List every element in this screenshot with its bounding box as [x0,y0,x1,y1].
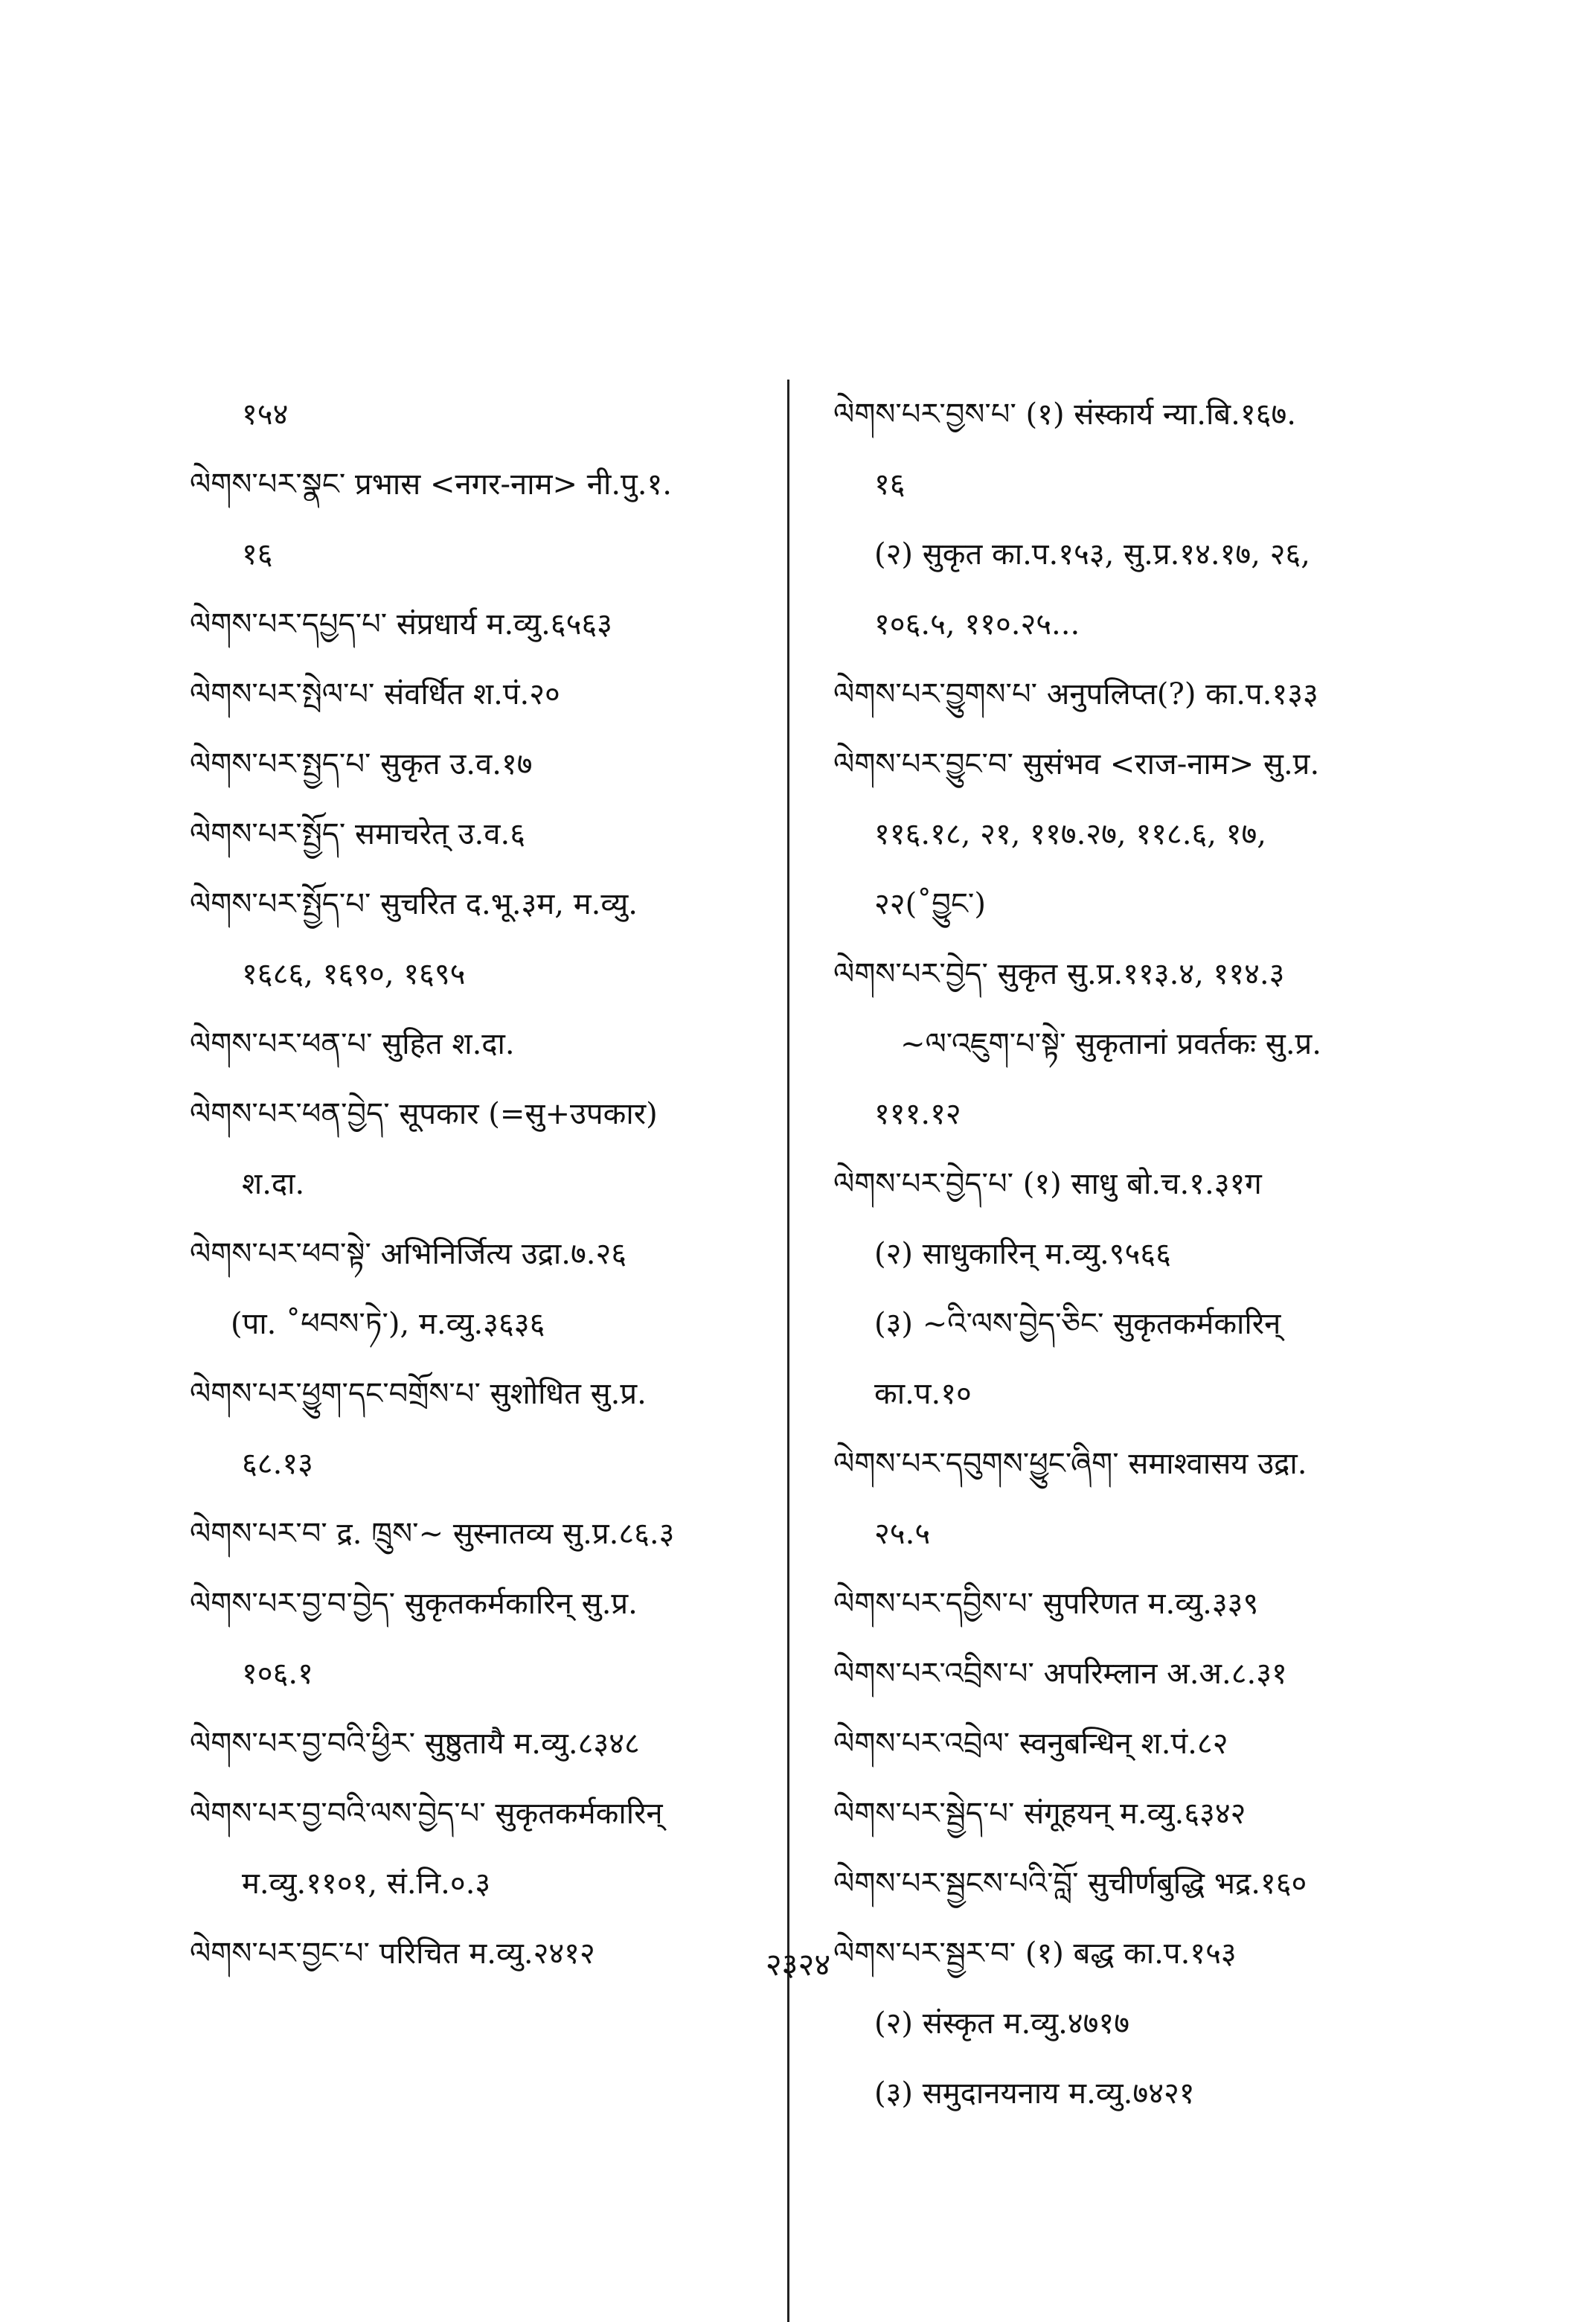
dictionary-line: ལེགས་པར་བྱུང་བ་ सुसंभव <राज-नाम> सु.प्र. [833,747,1320,781]
dictionary-line: ལེགས་པར་བྱེད་ सुकृत सु.प्र.११३.४, ११४.३ [833,957,1285,991]
dictionary-line: ལེགས་པར་སྦྱེད་པ་ संगूहयन् म.व्यु.६३४२ [833,1797,1246,1831]
dictionary-line: ལེགས་པར་ཕྱུག་དང་བགྲོས་པ་ सुशोधित सु.प्र. [190,1377,647,1411]
dictionary-line: १६८६, १६९०, १६९५ [242,957,466,991]
dictionary-line: १०६.५, ११०.२५... [874,607,1080,642]
dictionary-line: ལེགས་པར་བྱས་པ་ (१) संस्कार्य न्या.बि.१६७. [833,397,1296,432]
dictionary-line: १०६.१ [242,1657,313,1691]
dictionary-line: ལེགས་པར་བྱང་པ་ परिचित म.व्यु.२४१२ [190,1936,595,1971]
dictionary-line: ६८.१३ [242,1447,313,1481]
dictionary-line: (३) समुदानयनाय म.व्यु.७४२१ [874,2076,1195,2111]
dictionary-line: ལེགས་པར་ཕབ་སྟེ་ अभिनिर्जित्य उद्रा.७.२६ [190,1237,627,1271]
dictionary-line: ལེགས་པར་སྤྱད་པ་ सुकृत उ.व.१७ [190,747,533,781]
dictionary-line: ལེགས་པར་དཔྱད་པ་ संप्रधार्य म.व्यु.६५६३ [190,607,612,642]
left-column [190,380,800,1989]
dictionary-line: ལེགས་པར་སྤྱོད་པ་ सुचरित द.भू.३म, म.व्यु. [190,887,638,921]
dictionary-line: १६ [242,537,273,572]
dictionary-line: ལེགས་པར་སྦྱངས་པའི་བློ་ सुचीर्णबुद्धि भद्र.१६० [833,1867,1307,1901]
right-column [833,380,1443,2128]
dictionary-line: (२) संस्कृत म.व्यु.४७१७ [874,2006,1129,2041]
dictionary-line: ལེགས་པར་དབྱིས་པ་ सुपरिणत म.व्यु.३३९ [833,1587,1259,1621]
dictionary-line: (२) साधुकारिन् म.व्यु.९५६६ [874,1237,1171,1271]
dictionary-line: २२(˚བྱུང་) [874,887,986,921]
dictionary-line: ལེགས་པར་བྱ་བའི་ཕྱིར་ सुष्ठुतायै म.व्यु.८३४८ [190,1727,640,1761]
dictionary-line: १५४ [242,397,289,432]
dictionary-line: ལེགས་པར་ཕན་བྱེད་ सूपकार (=सु+उपकार) [190,1097,658,1131]
dictionary-line: ལེགས་པར་ཕན་པ་ सुहित श.दा. [190,1027,515,1061]
dictionary-line: ལེགས་པར་སྤེལ་པ་ संवर्धित श.पं.२० [190,677,560,711]
dictionary-line: ལེགས་པར་འབྲེལ་ स्वनुबन्धिन् श.पं.८२ [833,1727,1228,1761]
dictionary-line: का.प.१० [874,1377,972,1411]
dictionary-line: म.व्यु.११०१, सं.नि.०.३ [242,1867,491,1901]
dictionary-line: (पा. ˚ཕབས་ཏེ་), म.व्यु.३६३६ [231,1307,545,1341]
dictionary-line: ལེགས་པར་སྤྱོད་ समाचरेत् उ.व.६ [190,817,526,851]
dictionary-line: ལེགས་པར་བྱ་བའི་ལས་བྱེད་པ་ सुकृतकर्मकारिन् [190,1797,663,1831]
page-number: २३२४ [765,1946,831,1983]
dictionary-line: ལེགས་པར་སྦྱར་བ་ (१) बद्ध का.प.१५३ [833,1936,1237,1971]
dictionary-line: (२) सुकृत का.प.१५३, सु.प्र.१४.१७, २६, [874,537,1310,572]
dictionary-line: ११६.१८, २१, ११७.२७, ११८.६, १७, [874,817,1266,851]
dictionary-line: ལེགས་པར་སྣང་ प्रभास <नगर-नाम> नी.पु.१. [190,467,672,502]
dictionary-line: २५.५ [874,1517,931,1551]
dictionary-line: ལེགས་པར་འབྲིས་པ་ अपरिम्लान अ.अ.८.३१ [833,1657,1287,1691]
dictionary-line: ལེགས་པར་བྱེད་པ་ (१) साधु बो.च.१.३१ग [833,1167,1262,1201]
dictionary-line: ལེགས་པར་དབུགས་ཕྱུང་ཞིག་ समाश्वासय उद्रा. [833,1447,1307,1481]
dictionary-line: १११.१२ [874,1097,961,1131]
column-divider [787,380,789,2322]
dictionary-line: श.दा. [242,1167,305,1201]
dictionary-line: ལེགས་པར་བ་ द्र. ཁྲུས་~ सुस्नातव्य सु.प्र.८६.३ [190,1517,675,1551]
dictionary-line: ལེགས་པར་བྱུགས་པ་ अनुपलिप्त(?) का.प.१३३ [833,677,1318,711]
dictionary-line: ལེགས་པར་བྱ་བ་བྱེད་ सुकृतकर्मकारिन् सु.प्र. [190,1587,638,1621]
dictionary-line: १६ [874,467,906,502]
dictionary-line: (३) ~འི་ལས་བྱེད་ཅིང་ सुकृतकर्मकारिन् [874,1307,1281,1341]
dictionary-line: ~ལ་འཇུག་པ་སྟེ་ सुकृतानां प्रवर्तकः सु.प्र. [900,1027,1322,1061]
